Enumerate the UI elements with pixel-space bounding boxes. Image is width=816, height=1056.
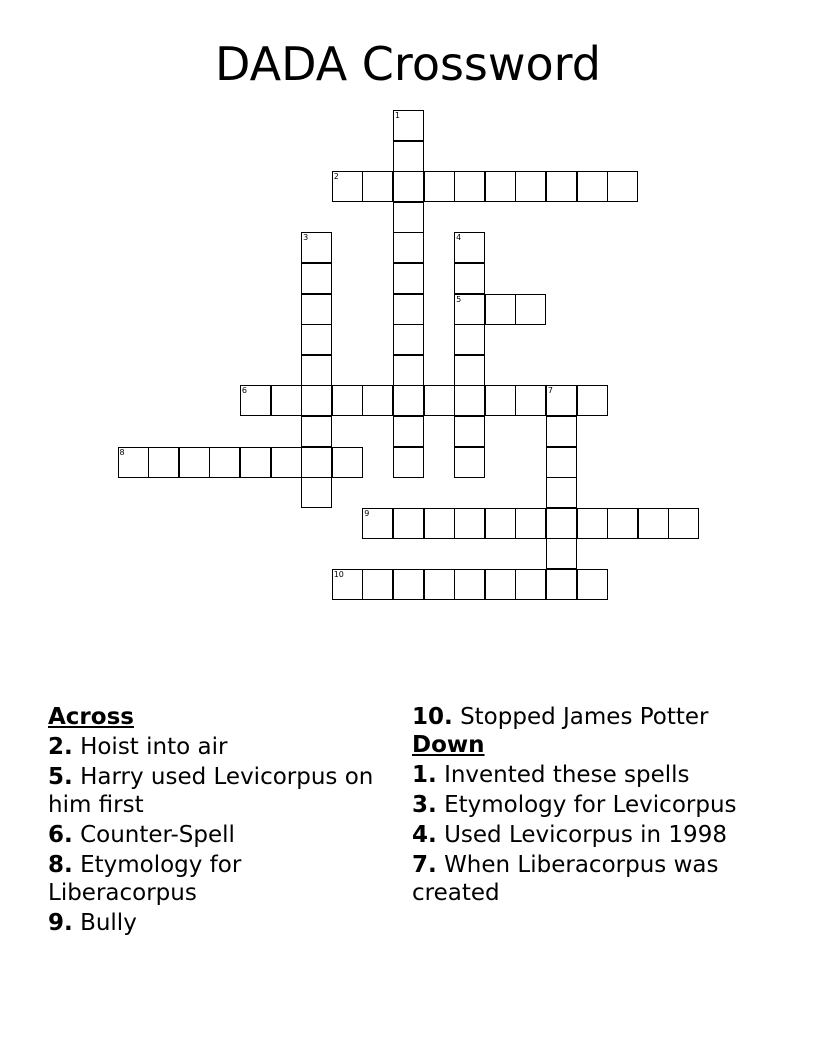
grid-cell[interactable] bbox=[454, 508, 485, 539]
grid-cell[interactable] bbox=[393, 171, 424, 202]
grid-cell[interactable] bbox=[362, 508, 393, 539]
clue-across-10: 10. Stopped James Potter bbox=[412, 704, 709, 730]
grid-cell[interactable] bbox=[638, 508, 669, 539]
grid-cell[interactable] bbox=[301, 232, 332, 263]
grid-cell[interactable] bbox=[393, 569, 424, 600]
clue-across-5: 5. Harry used Levicorpus on him first bbox=[48, 764, 374, 818]
grid-cell[interactable] bbox=[332, 171, 363, 202]
grid-cell[interactable] bbox=[454, 263, 485, 294]
grid-cell[interactable] bbox=[515, 569, 546, 600]
grid-cell[interactable] bbox=[301, 416, 332, 447]
grid-cell[interactable] bbox=[515, 294, 546, 325]
grid-cell[interactable] bbox=[454, 447, 485, 478]
page-title: DADA Crossword bbox=[215, 37, 601, 91]
grid-cell[interactable] bbox=[546, 171, 577, 202]
grid-cell[interactable] bbox=[454, 416, 485, 447]
grid-cell[interactable] bbox=[301, 324, 332, 355]
clue-across-8: 8. Etymology for Liberacorpus bbox=[48, 852, 242, 906]
grid-cell-number: 10 bbox=[333, 570, 344, 579]
grid-cell[interactable] bbox=[424, 508, 455, 539]
grid-cell[interactable] bbox=[393, 508, 424, 539]
grid-cell[interactable] bbox=[332, 447, 363, 478]
grid-cell[interactable] bbox=[546, 416, 577, 447]
grid-cell[interactable] bbox=[454, 324, 485, 355]
grid-cell[interactable] bbox=[362, 385, 393, 416]
grid-cell-number: 3 bbox=[303, 233, 309, 243]
clue-across-2: 2. Hoist into air bbox=[48, 734, 228, 760]
clue-down-1: 1. Invented these spells bbox=[412, 762, 690, 788]
grid-cell[interactable] bbox=[454, 355, 485, 386]
grid-cell[interactable] bbox=[546, 477, 577, 508]
grid-cell-number: 7 bbox=[547, 386, 553, 396]
grid-cell[interactable] bbox=[515, 385, 546, 416]
grid-cell[interactable] bbox=[393, 355, 424, 386]
grid-cell-number: 9 bbox=[364, 508, 370, 518]
grid-cell[interactable] bbox=[393, 202, 424, 233]
grid-cell[interactable] bbox=[301, 447, 332, 478]
grid-cell-number: 5 bbox=[456, 294, 462, 304]
grid-cell[interactable] bbox=[515, 508, 546, 539]
grid-cell[interactable] bbox=[577, 508, 608, 539]
grid-cell[interactable] bbox=[332, 385, 363, 416]
grid-cell[interactable] bbox=[485, 508, 516, 539]
clue-down-3: 3. Etymology for Levicorpus bbox=[412, 792, 737, 818]
grid-cell-number: 4 bbox=[456, 233, 462, 243]
clue-down-4: 4. Used Levicorpus in 1998 bbox=[412, 822, 727, 848]
grid-cell[interactable] bbox=[362, 171, 393, 202]
grid-cell[interactable] bbox=[515, 171, 546, 202]
grid-cell[interactable] bbox=[485, 385, 516, 416]
grid-cell[interactable] bbox=[393, 110, 424, 141]
grid-cell[interactable] bbox=[454, 385, 485, 416]
grid-cell[interactable] bbox=[607, 171, 638, 202]
grid-cell[interactable] bbox=[393, 447, 424, 478]
grid-cell[interactable] bbox=[301, 477, 332, 508]
clue-down-7: 7. When Liberacorpus was created bbox=[412, 852, 719, 906]
grid-cell[interactable] bbox=[454, 569, 485, 600]
clue-column-left bbox=[48, 703, 378, 937]
grid-cell[interactable] bbox=[546, 569, 577, 600]
clue-across-9: 9. Bully bbox=[48, 910, 137, 936]
grid-cell-number: 8 bbox=[119, 447, 125, 457]
grid-cell[interactable] bbox=[301, 385, 332, 416]
grid-cell[interactable] bbox=[271, 385, 302, 416]
grid-cell[interactable] bbox=[577, 171, 608, 202]
across-heading: Across bbox=[48, 704, 134, 730]
grid-cell[interactable] bbox=[546, 447, 577, 478]
grid-cell[interactable] bbox=[393, 324, 424, 355]
grid-cell-number: 2 bbox=[333, 172, 339, 182]
grid-cell[interactable] bbox=[240, 385, 271, 416]
grid-cell-number: 1 bbox=[394, 111, 400, 120]
grid-cell[interactable] bbox=[240, 447, 271, 478]
grid-cell[interactable] bbox=[577, 569, 608, 600]
grid-cell[interactable] bbox=[393, 385, 424, 416]
grid-cell[interactable] bbox=[546, 538, 577, 569]
grid-cell[interactable] bbox=[301, 263, 332, 294]
grid-cell[interactable] bbox=[454, 171, 485, 202]
grid-cell[interactable] bbox=[179, 447, 210, 478]
grid-cell[interactable] bbox=[485, 171, 516, 202]
down-heading: Down bbox=[412, 732, 485, 758]
clue-column-right bbox=[412, 703, 772, 907]
grid-cell[interactable] bbox=[546, 385, 577, 416]
grid-cell[interactable] bbox=[393, 141, 424, 172]
grid-cell[interactable] bbox=[424, 171, 455, 202]
grid-cell[interactable] bbox=[332, 569, 363, 600]
grid-cell[interactable] bbox=[393, 263, 424, 294]
grid-cell[interactable] bbox=[607, 508, 638, 539]
grid-cell[interactable] bbox=[393, 232, 424, 263]
grid-cell[interactable] bbox=[454, 232, 485, 263]
grid-cell[interactable] bbox=[577, 385, 608, 416]
grid-cell[interactable] bbox=[485, 294, 516, 325]
grid-cell[interactable] bbox=[424, 385, 455, 416]
grid-cell[interactable] bbox=[393, 294, 424, 325]
clue-across-6: 6. Counter-Spell bbox=[48, 822, 235, 848]
grid-cell-number: 6 bbox=[241, 386, 247, 396]
grid-cell[interactable] bbox=[209, 447, 240, 478]
grid-cell[interactable] bbox=[668, 508, 699, 539]
grid-cell[interactable] bbox=[118, 447, 149, 478]
grid-cell[interactable] bbox=[454, 294, 485, 325]
grid-cell[interactable] bbox=[301, 294, 332, 325]
grid-cell[interactable] bbox=[271, 447, 302, 478]
grid-cell[interactable] bbox=[362, 569, 393, 600]
grid-cell[interactable] bbox=[148, 447, 179, 478]
grid-cell[interactable] bbox=[301, 355, 332, 386]
grid-cell[interactable] bbox=[485, 569, 516, 600]
grid-cell[interactable] bbox=[546, 508, 577, 539]
grid-cell[interactable] bbox=[393, 416, 424, 447]
grid-cell[interactable] bbox=[424, 569, 455, 600]
